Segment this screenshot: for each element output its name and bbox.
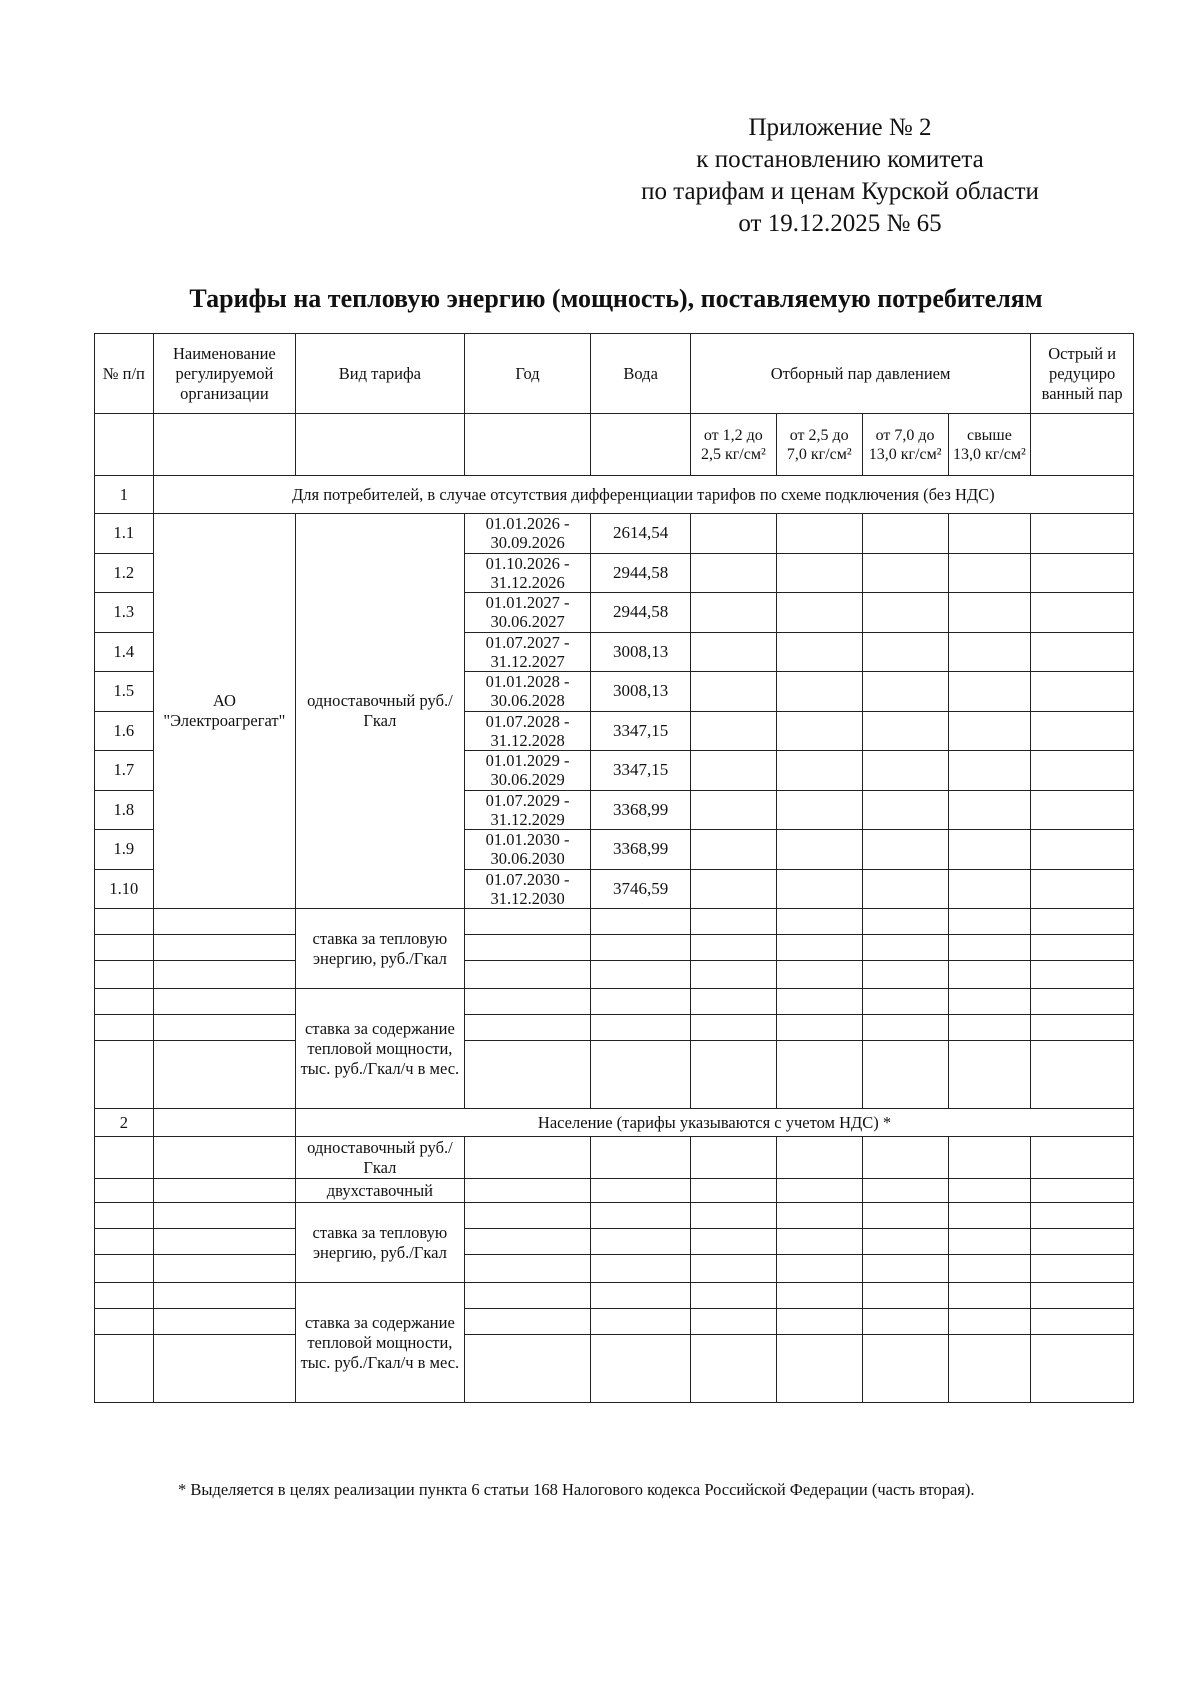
row-num: 1.8 — [95, 790, 154, 830]
water-tariff: 3368,99 — [591, 830, 690, 870]
appendix-line-3: по тарифам и ценам Курской области — [641, 178, 1039, 205]
water-tariff: 2944,58 — [591, 553, 690, 593]
header-pressure-row — [95, 414, 1134, 476]
header-steam: Отборный пар давлением — [690, 334, 1030, 414]
tariff-row — [95, 514, 1134, 554]
header-pressure-1: от 1,2 до 2,5 кг/см² — [690, 414, 776, 476]
header-tariff-type: Вид тарифа — [296, 334, 465, 414]
rate-energy-2: ставка за тепловую энергию, руб./Гкал — [296, 1203, 465, 1283]
row-num: 1.5 — [95, 672, 154, 712]
water-tariff: 3008,13 — [591, 672, 690, 712]
row-num: 1.3 — [95, 593, 154, 633]
header-pressure-4: свыше 13,0 кг/см² — [948, 414, 1031, 476]
header-num: № п/п — [95, 334, 154, 414]
row-num: 1.1 — [95, 514, 154, 554]
period: 01.07.2030 - 31.12.2030 — [464, 869, 591, 909]
appendix-line-2: к постановлению комитета — [696, 146, 984, 173]
rate-capacity-2-row — [95, 1309, 1134, 1335]
period: 01.01.2026 - 30.09.2026 — [464, 514, 591, 554]
double-rate-2: двухставочный — [296, 1179, 465, 1203]
rate-energy-1-row — [95, 909, 1134, 935]
water-tariff: 2614,54 — [591, 514, 690, 554]
period: 01.01.2029 - 30.06.2029 — [464, 751, 591, 791]
rate-energy-1-row — [95, 961, 1134, 989]
tariff-type: одноставочный руб./Гкал — [296, 514, 465, 909]
water-tariff: 3347,15 — [591, 711, 690, 751]
row-num: 1.4 — [95, 632, 154, 672]
section-2-row — [95, 1109, 1134, 1137]
rate-energy-1-row — [95, 935, 1134, 961]
water-tariff: 3368,99 — [591, 790, 690, 830]
rate-capacity-1-row — [95, 989, 1134, 1015]
period: 01.07.2027 - 31.12.2027 — [464, 632, 591, 672]
water-tariff: 2944,58 — [591, 593, 690, 633]
period: 01.01.2027 - 30.06.2027 — [464, 593, 591, 633]
header-org: Наименование регулируемой организации — [153, 334, 295, 414]
appendix-line-4: от 19.12.2025 № 65 — [738, 210, 942, 237]
rate-energy-2-row — [95, 1203, 1134, 1229]
rate-energy-2-row — [95, 1255, 1134, 1283]
row-num: 1.6 — [95, 711, 154, 751]
header-pressure-3: от 7,0 до 13,0 кг/см² — [862, 414, 948, 476]
double-rate-2-row — [95, 1179, 1134, 1203]
appendix-line-1: Приложение № 2 — [748, 114, 932, 141]
rate-energy-1: ставка за тепловую энергию, руб./Гкал — [296, 909, 465, 989]
document-title: Тарифы на тепловую энергию (мощность), поставляемую потребителям — [189, 284, 1043, 313]
rate-capacity-2-row — [95, 1335, 1134, 1403]
row-num: 1.2 — [95, 553, 154, 593]
single-rate-2-row — [95, 1137, 1134, 1179]
header-row — [95, 334, 1134, 414]
rate-capacity-1-row — [95, 1015, 1134, 1041]
header-water: Вода — [591, 334, 690, 414]
row-num: 1.7 — [95, 751, 154, 791]
rate-capacity-1-row — [95, 1041, 1134, 1109]
header-year: Год — [464, 334, 591, 414]
organization-name: АО "Электроагрегат" — [153, 514, 295, 909]
rate-energy-2-row — [95, 1229, 1134, 1255]
section-1-row — [95, 476, 1134, 514]
period: 01.01.2030 - 30.06.2030 — [464, 830, 591, 870]
period: 01.01.2028 - 30.06.2028 — [464, 672, 591, 712]
single-rate-2: одноставочный руб./Гкал — [296, 1137, 465, 1179]
water-tariff: 3008,13 — [591, 632, 690, 672]
footnote: * Выделяется в целях реализации пункта 6 статьи 168 Налогового кодекса Российской Федерации (часть вторая). — [178, 1480, 975, 1499]
appendix-header — [560, 112, 1120, 240]
row-num: 1.10 — [95, 869, 154, 909]
section-1-num: 1 — [95, 476, 154, 514]
section-2-num: 2 — [95, 1109, 154, 1137]
rate-capacity-2: ставка за содержание тепловой мощности, тыс. руб./Гкал/ч в мес. — [296, 1283, 465, 1403]
rate-capacity-2-row — [95, 1283, 1134, 1309]
period: 01.07.2029 - 31.12.2029 — [464, 790, 591, 830]
period: 01.10.2026 - 31.12.2026 — [464, 553, 591, 593]
row-num: 1.9 — [95, 830, 154, 870]
water-tariff: 3347,15 — [591, 751, 690, 791]
period: 01.07.2028 - 31.12.2028 — [464, 711, 591, 751]
section-2-title: Население (тарифы указываются с учетом НДС) * — [296, 1109, 1134, 1137]
section-1-title: Для потребителей, в случае отсутствия дифференциации тарифов по схеме подключения (без НДС) — [153, 476, 1133, 514]
header-pressure-2: от 2,5 до 7,0 кг/см² — [776, 414, 862, 476]
water-tariff: 3746,59 — [591, 869, 690, 909]
rate-capacity-1: ставка за содержание тепловой мощности, тыс. руб./Гкал/ч в мес. — [296, 989, 465, 1109]
header-sharp-steam: Острый и редуциро ванный пар — [1031, 334, 1134, 414]
tariff-table — [94, 333, 1134, 1403]
